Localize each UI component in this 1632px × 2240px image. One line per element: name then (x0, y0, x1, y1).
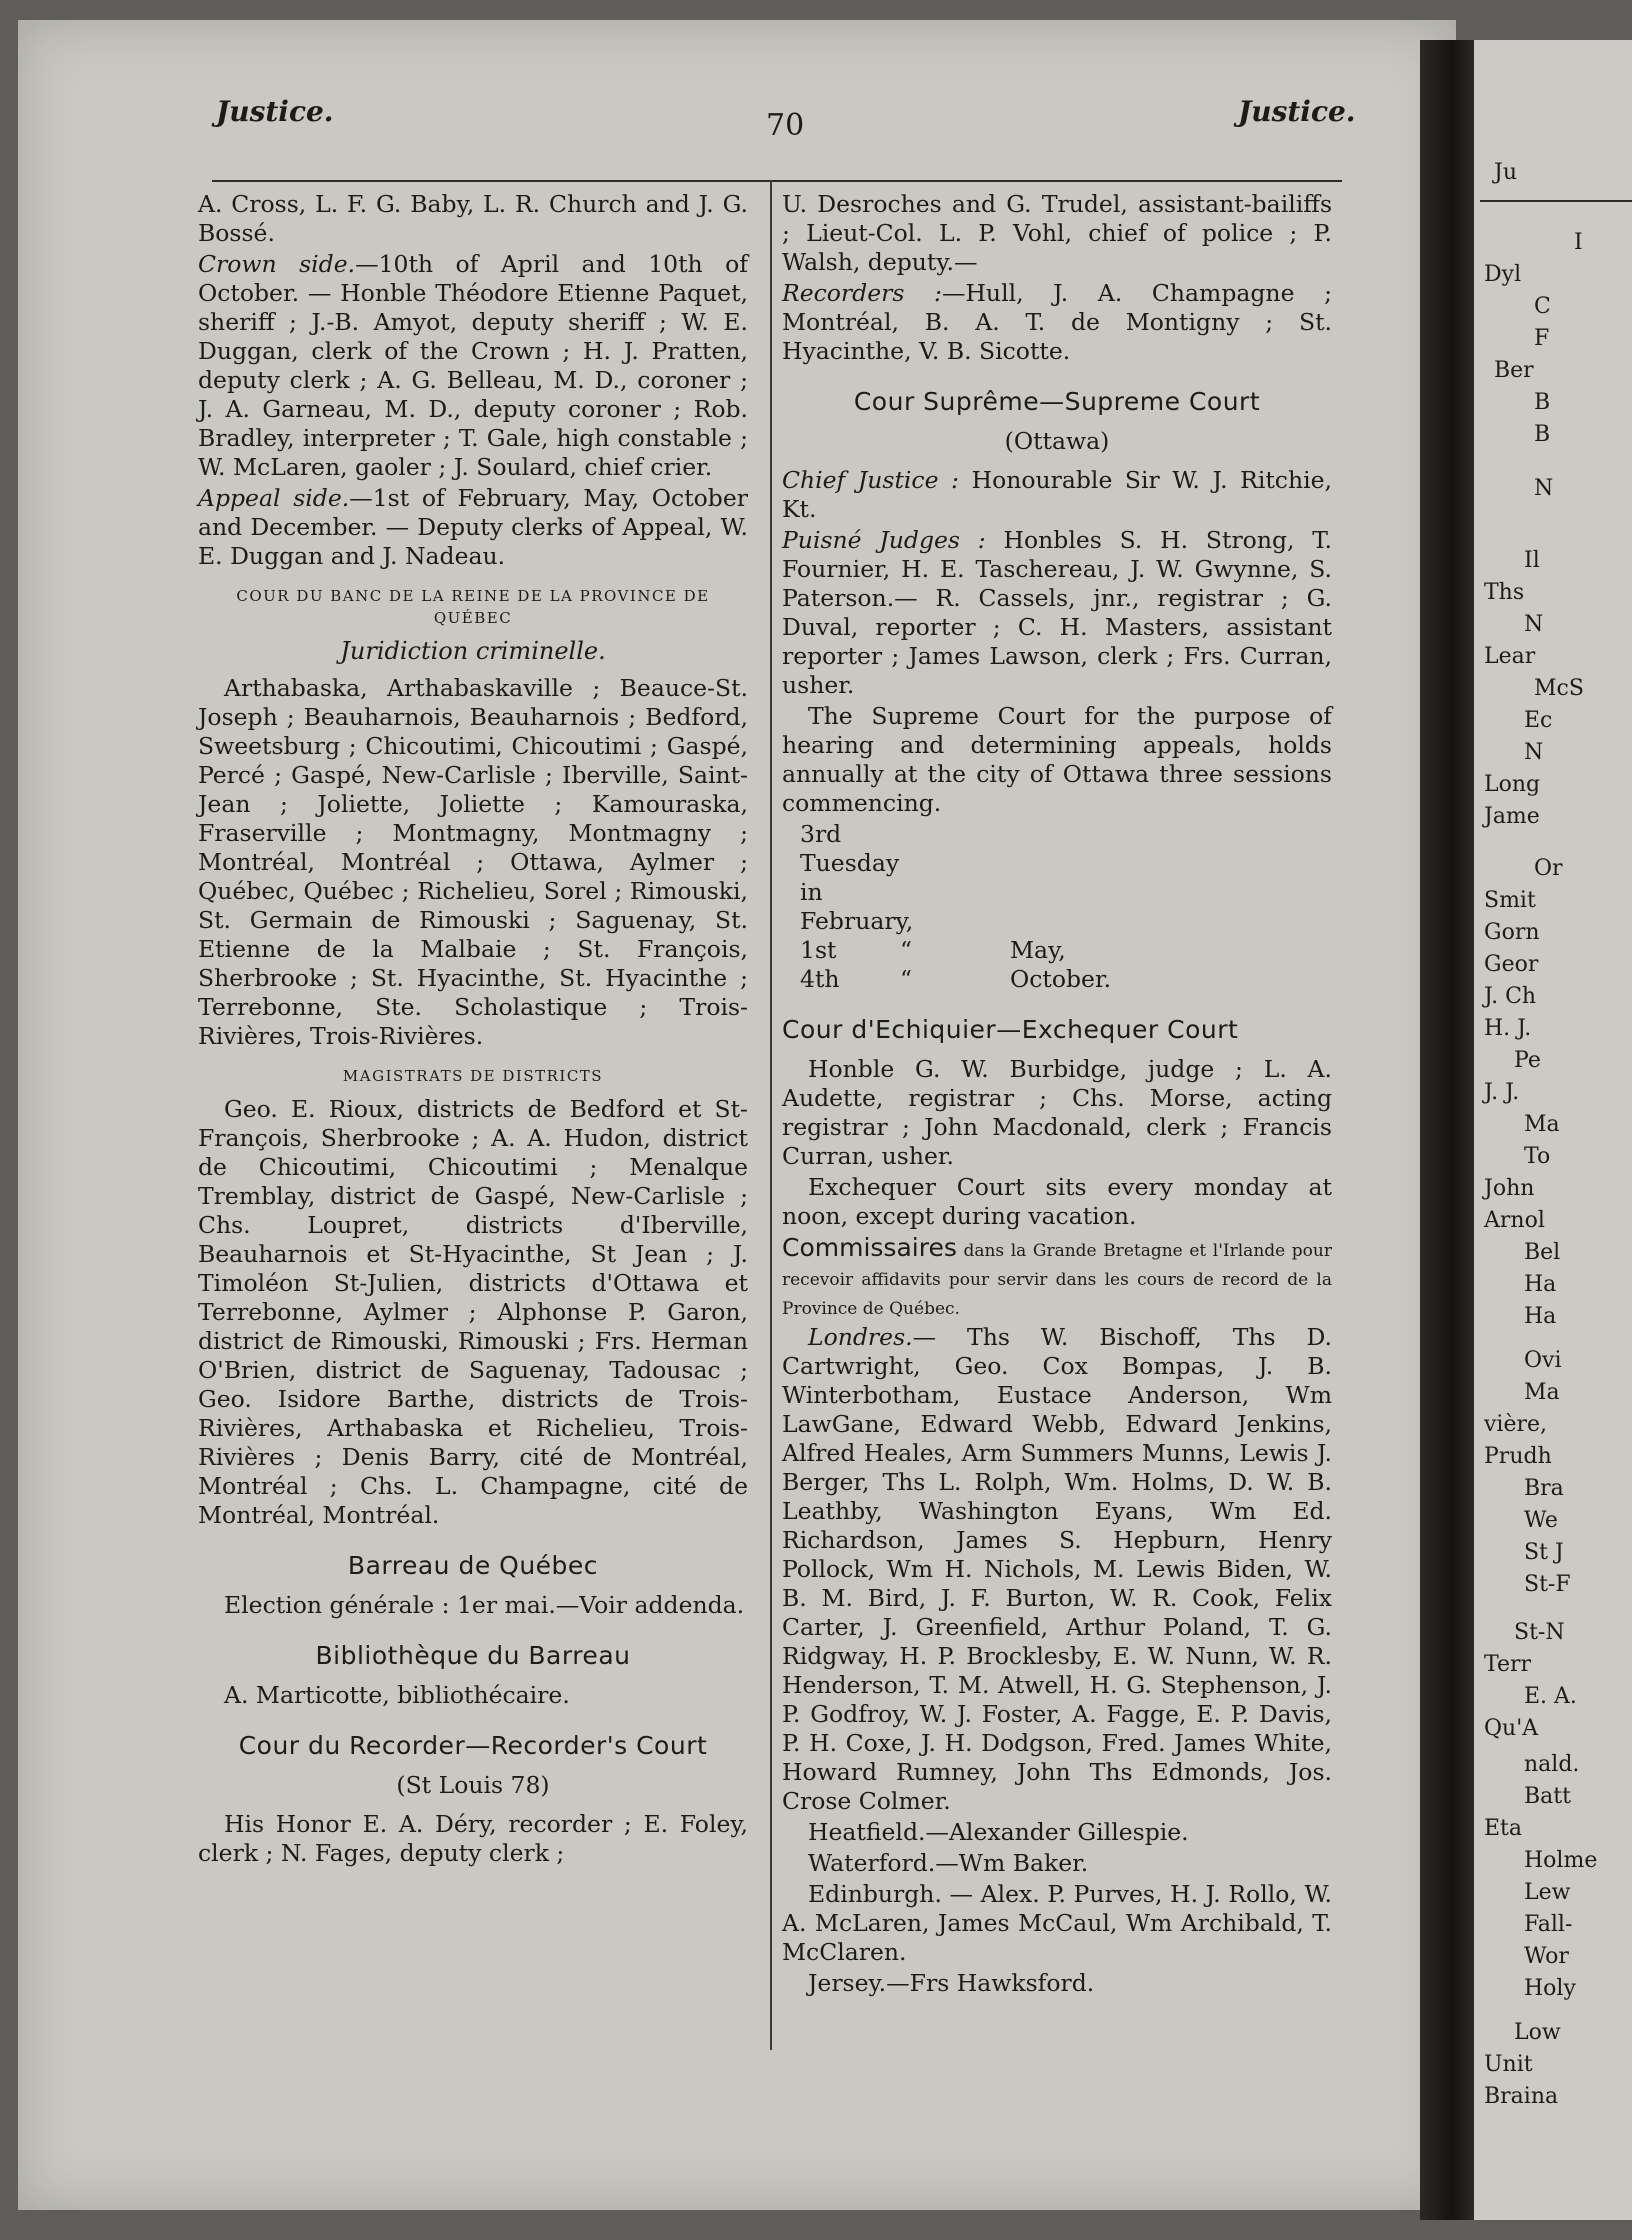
next-page-fragment: H. J. (1484, 1016, 1532, 1041)
paragraph (782, 1323, 1332, 1816)
paragraph-lead: Crown side. (198, 250, 356, 278)
next-page-fragment: Unit (1484, 2052, 1533, 2077)
page-number: 70 (766, 108, 805, 143)
running-head-left: Justice. (216, 95, 334, 128)
section-heading: Cour d'Echiquier—Exchequer Court (782, 1015, 1239, 1044)
next-page-fragment: B (1534, 422, 1551, 447)
paragraph (782, 466, 1332, 524)
sitting-cell: 3rd Tuesday in February, (800, 820, 914, 935)
location-note: (Ottawa) (1004, 427, 1110, 455)
section-subtitle: Juridiction criminelle. (340, 637, 606, 665)
next-page-fragment: Prudh (1484, 1444, 1552, 1469)
next-page-fragment: Dyl (1484, 262, 1522, 287)
next-page-fragment: N (1524, 612, 1544, 637)
next-page-fragment: Bra (1524, 1476, 1564, 1501)
paragraph (782, 279, 1332, 366)
next-page-fragment: Terr (1484, 1652, 1532, 1677)
next-page-fragment: N (1534, 476, 1554, 501)
next-page-fragment: J. Ch (1484, 984, 1537, 1009)
column-separator (770, 180, 772, 2050)
paragraph-text: Honourable Sir W. J. Ritchie, Kt. (782, 466, 1332, 523)
paragraph: Exchequer Court sits every monday at noon, except during vacation. (782, 1173, 1332, 1230)
next-page-fragment: Ovi (1524, 1348, 1562, 1373)
section-heading-inline: Commissaires (782, 1233, 957, 1262)
paragraph: Jersey.—Frs Hawksford. (808, 1969, 1095, 1997)
next-page-fragment: Holme (1524, 1848, 1598, 1873)
paragraph: Geo. E. Rioux, districts de Bedford et St-François, Sherbrooke ; A. A. Hudon, district de Chicoutimi, Chicoutimi ; Menalque Tremblay, district de Gaspé, New-Carlisle ; Chs. Loupret, districts d'Iberville, Beauharnois et St-Hyacinthe, St Jean ; J. Timoléon St-Julien, districts d'Ottawa et Terrebonne, Aylmer ; Alphonse P. Garon, district de Rimouski, Rimouski ; Frs. Herman O'Brien, district de Saguenay, Tadousac ; Geo. Isidore Barthe, districts de Trois-Rivières, Arthabaska et Richelieu, Trois-Rivières ; Denis Barry, cité de Montréal, Montréal ; Chs. L. Champagne, cité de Montréal, Montréal. (198, 1095, 748, 1529)
paragraph-lead: Appeal side. (198, 484, 350, 512)
sitting-cell: “ (900, 936, 913, 964)
paragraph: U. Desroches and G. Trudel, assistant-bailiffs ; Lieut-Col. L. P. Vohl, chief of police ; P. Walsh, deputy.— (782, 190, 1332, 276)
next-page-fragment: Geor (1484, 952, 1539, 977)
paragraph: A. Cross, L. F. G. Baby, L. R. Church and J. G. Bossé. (198, 190, 748, 247)
next-page-fragment: St-N (1514, 1620, 1565, 1645)
paragraph-text: —10th of April and 10th of October. — Honble Théodore Etienne Paquet, sheriff ; J.-B. Amyot, deputy sheriff ; W. E. Duggan, clerk of the Crown ; H. J. Pratten, deputy clerk ; A. G. Belleau, M. D., coroner ; J. A. Garneau, M. D., deputy coroner ; Rob. Bradley, interpreter ; T. Gale, high constable ; W. McLaren, gaoler ; J. Soulard, chief crier. (198, 250, 748, 481)
paragraph-text: — Ths W. Bischoff, Ths D. Cartwright, Geo. Cox Bompas, J. B. Winterbotham, Eustace Anderson, Wm LawGane, Edward Webb, Edward Jenkins, Alfred Heales, Arm Summers Munns, Lewis J. Berger, Ths L. Rolph, Wm. Holms, D. W. B. Leathby, Washington Eyans, Wm Ed. Richardson, James S. Hepburn, Henry Pollock, Wm H. Nichols, M. Lewis Biden, W. B. M. Bird, J. F. Burton, W. R. Cook, Felix Carter, J. Greenfield, Arthur Poland, T. G. Ridgway, H. P. Brocklesby, E. W. Nunn, W. R. Henderson, T. M. Atwell, H. G. Stephenson, J. P. Godfroy, W. J. Foster, A. Fagge, E. P. Davis, P. H. Coxe, J. H. Dodgson, Fred. James White, Howard Rumney, John Ths Edmonds, Jos. Crose Colmer. (782, 1323, 1332, 1815)
paragraph-lead: Chief Justice : (782, 466, 959, 494)
header-rule (212, 180, 1342, 182)
paragraph-text: dans la Grande Bretagne et l'Irlande pour recevoir affidavits pour servir dans les cours de record de la Province de Québec. (782, 1241, 1332, 1319)
paragraph (782, 526, 1332, 700)
sitting-cell: October. (1010, 965, 1112, 993)
next-page-fragment: J. J. (1484, 1080, 1520, 1105)
next-page-fragment: Lew (1524, 1880, 1571, 1905)
paragraph: Edinburgh. — Alex. P. Purves, H. J. Rollo, W. A. McLaren, James McCaul, Wm Archibald, T. McClaren. (782, 1880, 1332, 1966)
next-page-fragment: Il (1524, 548, 1540, 573)
next-page-fragment: Batt (1524, 1784, 1571, 1809)
next-page-fragment: I (1574, 230, 1583, 255)
paragraph-lead: Recorders : (782, 279, 942, 307)
next-page-rule (1480, 200, 1632, 202)
next-page-fragment: B (1534, 390, 1551, 415)
sitting-cell: “ (900, 965, 913, 993)
next-page-fragment: Ec (1524, 708, 1553, 733)
sitting-row (782, 965, 1332, 994)
next-page-fragment: Braina (1484, 2084, 1559, 2109)
next-page-fragment: Ju (1494, 160, 1517, 185)
next-page-fragment: Long (1484, 772, 1541, 797)
paragraph-text: Honbles S. H. Strong, T. Fournier, H. E. Taschereau, J. W. Gwynne, S. Paterson.— R. Cassels, jnr., registrar ; G. Duval, reporter ; C. H. Masters, assistant reporter ; James Lawson, clerk ; Frs. Curran, usher. (782, 526, 1332, 699)
next-page-fragment: Arnol (1484, 1208, 1545, 1233)
book-gutter (1420, 40, 1474, 2220)
next-page-fragment: To (1524, 1144, 1551, 1169)
paragraph: Waterford.—Wm Baker. (808, 1849, 1089, 1877)
next-page-fragment: Lear (1484, 644, 1536, 669)
paragraph (198, 250, 748, 482)
next-page-fragment: We (1524, 1508, 1558, 1533)
next-page-fragment: St-F (1524, 1572, 1571, 1597)
next-page-fragment: Or (1534, 856, 1563, 881)
section-subheading: MAGISTRATS DE DISTRICTS (342, 1067, 604, 1085)
next-page-fragment: Ma (1524, 1112, 1560, 1137)
next-page-fragment: Bel (1524, 1240, 1561, 1265)
section-heading: Bibliothèque du Barreau (315, 1641, 631, 1670)
paragraph: Election générale : 1er mai.—Voir addenda. (224, 1591, 745, 1619)
paragraph: His Honor E. A. Déry, recorder ; E. Foley, clerk ; N. Fages, deputy clerk ; (198, 1810, 748, 1867)
next-page-fragment: C (1534, 294, 1551, 319)
paragraph (198, 484, 748, 571)
next-page-fragment: Ber (1494, 358, 1534, 383)
paragraph-text: —Hull, J. A. Champagne ; Montréal, B. A. T. de Montigny ; St. Hyacinthe, V. B. Sicotte. (782, 279, 1333, 365)
section-heading: Cour Suprême—Supreme Court (853, 387, 1261, 416)
next-page-fragment: Ma (1524, 1380, 1560, 1405)
sitting-cell: 1st (800, 936, 837, 964)
next-page-fragment: Fall- (1524, 1912, 1573, 1937)
location-note: (St Louis 78) (396, 1771, 550, 1799)
sitting-row (782, 936, 1332, 965)
sitting-cell: 4th (800, 965, 840, 993)
next-page-fragment: Jame (1484, 804, 1540, 829)
paragraph-text: —1st of February, May, October and December. — Deputy clerks of Appeal, W. E. Duggan and J. Nadeau. (198, 484, 748, 570)
next-page-fragment: Smit (1484, 888, 1536, 913)
next-page-fragment: Ha (1524, 1304, 1557, 1329)
next-page-fragment: vière, (1484, 1412, 1548, 1437)
next-page-fragment: St J (1524, 1540, 1564, 1565)
paragraph-lead: Londres. (808, 1323, 913, 1351)
sitting-row (782, 820, 1332, 936)
next-page-fragment: Pe (1514, 1048, 1541, 1073)
paragraph: Heatfield.—Alexander Gillespie. (808, 1818, 1189, 1846)
next-page-fragment: F (1534, 326, 1550, 351)
next-page-fragment: Ha (1524, 1272, 1557, 1297)
next-page-fragment: John (1484, 1176, 1535, 1201)
next-page-fragment: Holy (1524, 1976, 1576, 2001)
section-subheading: COUR DU BANC DE LA REINE DE LA PROVINCE DE QUÉBEC (236, 587, 710, 627)
paragraph (782, 1233, 1332, 1321)
next-page-fragment: Eta (1484, 1816, 1523, 1841)
paragraph: The Supreme Court for the purpose of hearing and determining appeals, holds annually at the city of Ottawa three sessions commencing. (782, 702, 1332, 817)
next-page-fragment: Qu'A (1484, 1716, 1539, 1741)
next-page-fragment: N (1524, 740, 1544, 765)
paragraph-lead: Puisné Judges : (782, 526, 986, 554)
paragraph: Honble G. W. Burbidge, judge ; L. A. Audette, registrar ; Chs. Morse, acting registrar ; John Macdonald, clerk ; Francis Curran, usher. (782, 1055, 1332, 1170)
running-head-right: Justice. (1238, 95, 1356, 128)
next-page-fragment: E. A. (1524, 1684, 1577, 1709)
sitting-cell: May, (1010, 936, 1066, 964)
right-column (782, 190, 1332, 2000)
next-page-fragment: McS (1534, 676, 1584, 701)
paragraph: A. Marticotte, bibliothécaire. (224, 1681, 570, 1709)
section-heading: Barreau de Québec (347, 1551, 599, 1580)
section-heading: Cour du Recorder—Recorder's Court (238, 1731, 708, 1760)
left-column (198, 190, 748, 1870)
next-page-fragment: Low (1514, 2020, 1561, 2045)
next-page-fragment: Wor (1524, 1944, 1569, 1969)
next-page-fragment: Ths (1484, 580, 1525, 605)
next-page-fragment: Gorn (1484, 920, 1540, 945)
paragraph: Arthabaska, Arthabaskaville ; Beauce-St. Joseph ; Beauharnois, Beauharnois ; Bedford, Sweetsburg ; Chicoutimi, Chicoutimi ; Gaspé, Percé ; Gaspé, New-Carlisle ; Iberville, Saint-Jean ; Joliette, Joliette ; Kamouraska, Fraserville ; Montmagny, Montmagny ; Montréal, Montréal ; Ottawa, Aylmer ; Québec, Québec ; Richelieu, Sorel ; Rimouski, St. Germain de Rimouski ; Saguenay, St. Etienne de la Malbaie ; St. François, Sherbrooke ; St. Hyacinthe, St. Hyacinthe ; Terrebonne, Ste. Scholastique ; Trois-Rivières, Trois-Rivières. (198, 674, 748, 1050)
next-page-fragment: nald. (1524, 1752, 1580, 1777)
